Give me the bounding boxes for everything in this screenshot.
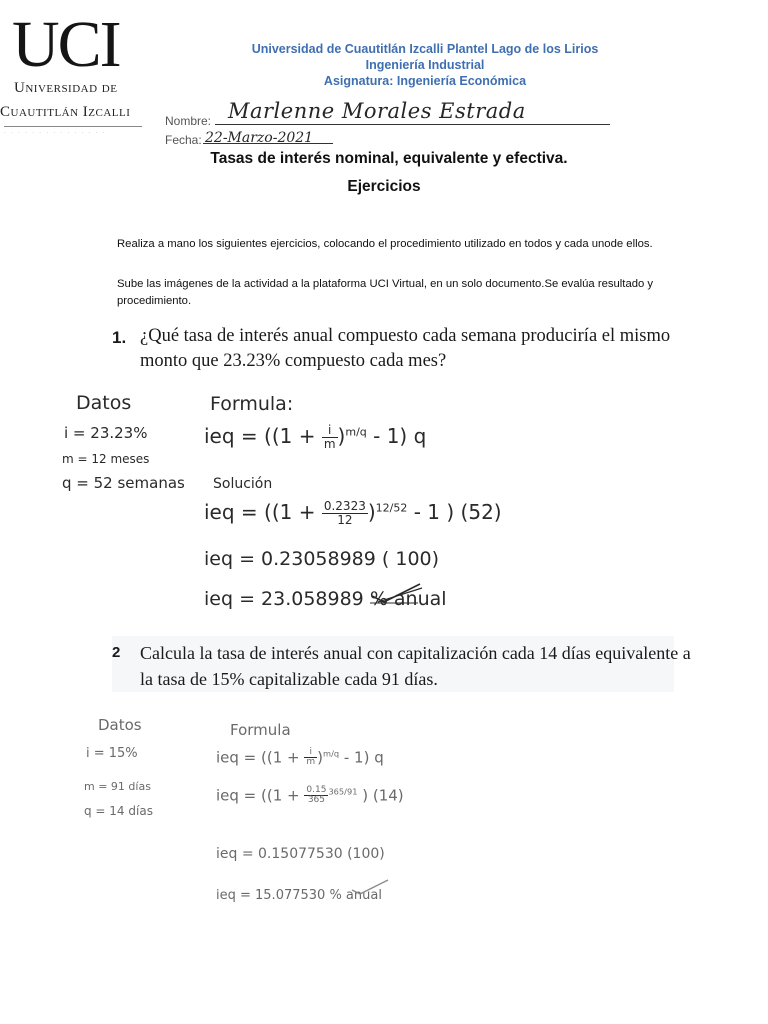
solution-fraction: $\frac{0.15}{365}$ — [306, 785, 327, 806]
name-underline — [215, 124, 610, 125]
q2-solution — [216, 786, 404, 806]
formula-exponent: m/q — [323, 748, 340, 759]
formula-rhs: - 1) q — [373, 424, 427, 448]
formula-fraction: $\frac{i}{m}$ — [306, 747, 316, 768]
formula-fraction: $\frac{i}{m}$ — [323, 423, 336, 451]
name-label: Nombre: — [165, 114, 212, 128]
q1-formula-title: Formula: — [210, 393, 294, 415]
instructions-paragraph-1: Realiza a mano los siguientes ejercicios, colocando el procedimiento utilizado en todos y cada unode ellos. — [117, 238, 653, 250]
solution-exponent: 365/91 — [328, 786, 358, 797]
document-title: Tasas de interés nominal, equivalente y efectiva. — [210, 150, 568, 167]
q2-datos-line: m = 91 días — [84, 780, 151, 793]
checkmark-icon — [370, 582, 424, 604]
logo-divider — [4, 126, 142, 127]
formula-lhs: ieq = ((1 + — [216, 748, 300, 767]
q1-result-decimal: ieq = 0.23058989 ( 100) — [204, 548, 440, 570]
date-label: Fecha: — [165, 133, 202, 147]
formula-exponent: m/q — [345, 425, 367, 439]
question-2-text: Calcula la tasa de interés anual con capitalización cada 14 días equivalente a la tasa de 15% capitalizable cada 91 días. — [140, 643, 691, 689]
formula-rhs: - 1) q — [343, 748, 384, 767]
date-value: 22-Marzo-2021 — [205, 130, 314, 146]
question-1-number: 1. — [112, 328, 127, 347]
header-career: Ingeniería Industrial — [365, 58, 485, 72]
q1-datos-title: Datos — [76, 392, 132, 414]
solution-lhs: ieq = ((1 + — [204, 500, 316, 524]
student-name: Marlenne Morales Estrada — [228, 99, 526, 123]
q1-datos-line: i = 23.23% — [64, 424, 148, 442]
logo-name-line2: Cuautitlán Izcalli — [0, 104, 131, 120]
q1-formula: ieq = ((1 + $\frac{i}{m}$ )$^{m/q}$ - 1) q — [204, 423, 427, 451]
solution-rhs: - 1 ) (52) — [413, 500, 502, 524]
logo-tagline: · · · · · · · · · · · · · · · — [4, 130, 107, 136]
question-1-text: ¿Qué tasa de interés anual compuesto cada semana produciría el mismo monto que 23.23% compuesto cada mes? — [140, 326, 671, 371]
header-subject: Asignatura: Ingeniería Económica — [323, 74, 527, 88]
question-2-number: 2 — [112, 644, 121, 661]
q2-datos-line: i = 15% — [86, 746, 138, 761]
q1-solution-title: Solución — [213, 476, 273, 492]
solution-lhs: ieq = ((1 + — [216, 786, 300, 805]
q2-datos-title: Datos — [98, 716, 142, 734]
q1-datos-line: q = 52 semanas — [62, 474, 185, 492]
q2-formula-title: Formula — [230, 721, 291, 739]
q2-result-decimal: ieq = 0.15077530 (100) — [216, 846, 385, 862]
university-logo: UCI — [12, 8, 120, 81]
solution-rhs: ) (14) — [362, 786, 404, 805]
q2-result-percent: ieq = 15.077530 % anual — [216, 888, 382, 903]
checkmark-icon — [350, 878, 390, 896]
q2-datos-line: q = 14 días — [84, 804, 153, 818]
q1-solution: ieq = ((1 + $\frac{0.2323}{12}$ )$^{12/52}$ - 1 ) (52) — [204, 499, 502, 527]
q1-datos-line: m = 12 meses — [62, 452, 150, 466]
q1-result-percent: ieq = 23.058989 % anual — [204, 588, 447, 610]
q2-formula: ieq = ((1 + $\frac{i}{m}$ )$^{m/q}$ - 1) q — [216, 747, 384, 768]
document-subtitle: Ejercicios — [347, 178, 421, 195]
formula-lhs: ieq = ((1 + — [204, 424, 316, 448]
solution-exponent: 12/52 — [375, 501, 408, 515]
instructions-paragraph-2: Sube las imágenes de la actividad a la plataforma UCI Virtual, en un solo documento.Se evalúa resultado y procedimiento. — [117, 278, 654, 307]
logo-name-line1: Universidad de — [14, 80, 118, 96]
solution-fraction: $\frac{0.2323}{12}$ — [323, 499, 366, 527]
header-university: Universidad de Cuautitlán Izcalli Plantel Lago de los Lirios — [251, 42, 599, 56]
